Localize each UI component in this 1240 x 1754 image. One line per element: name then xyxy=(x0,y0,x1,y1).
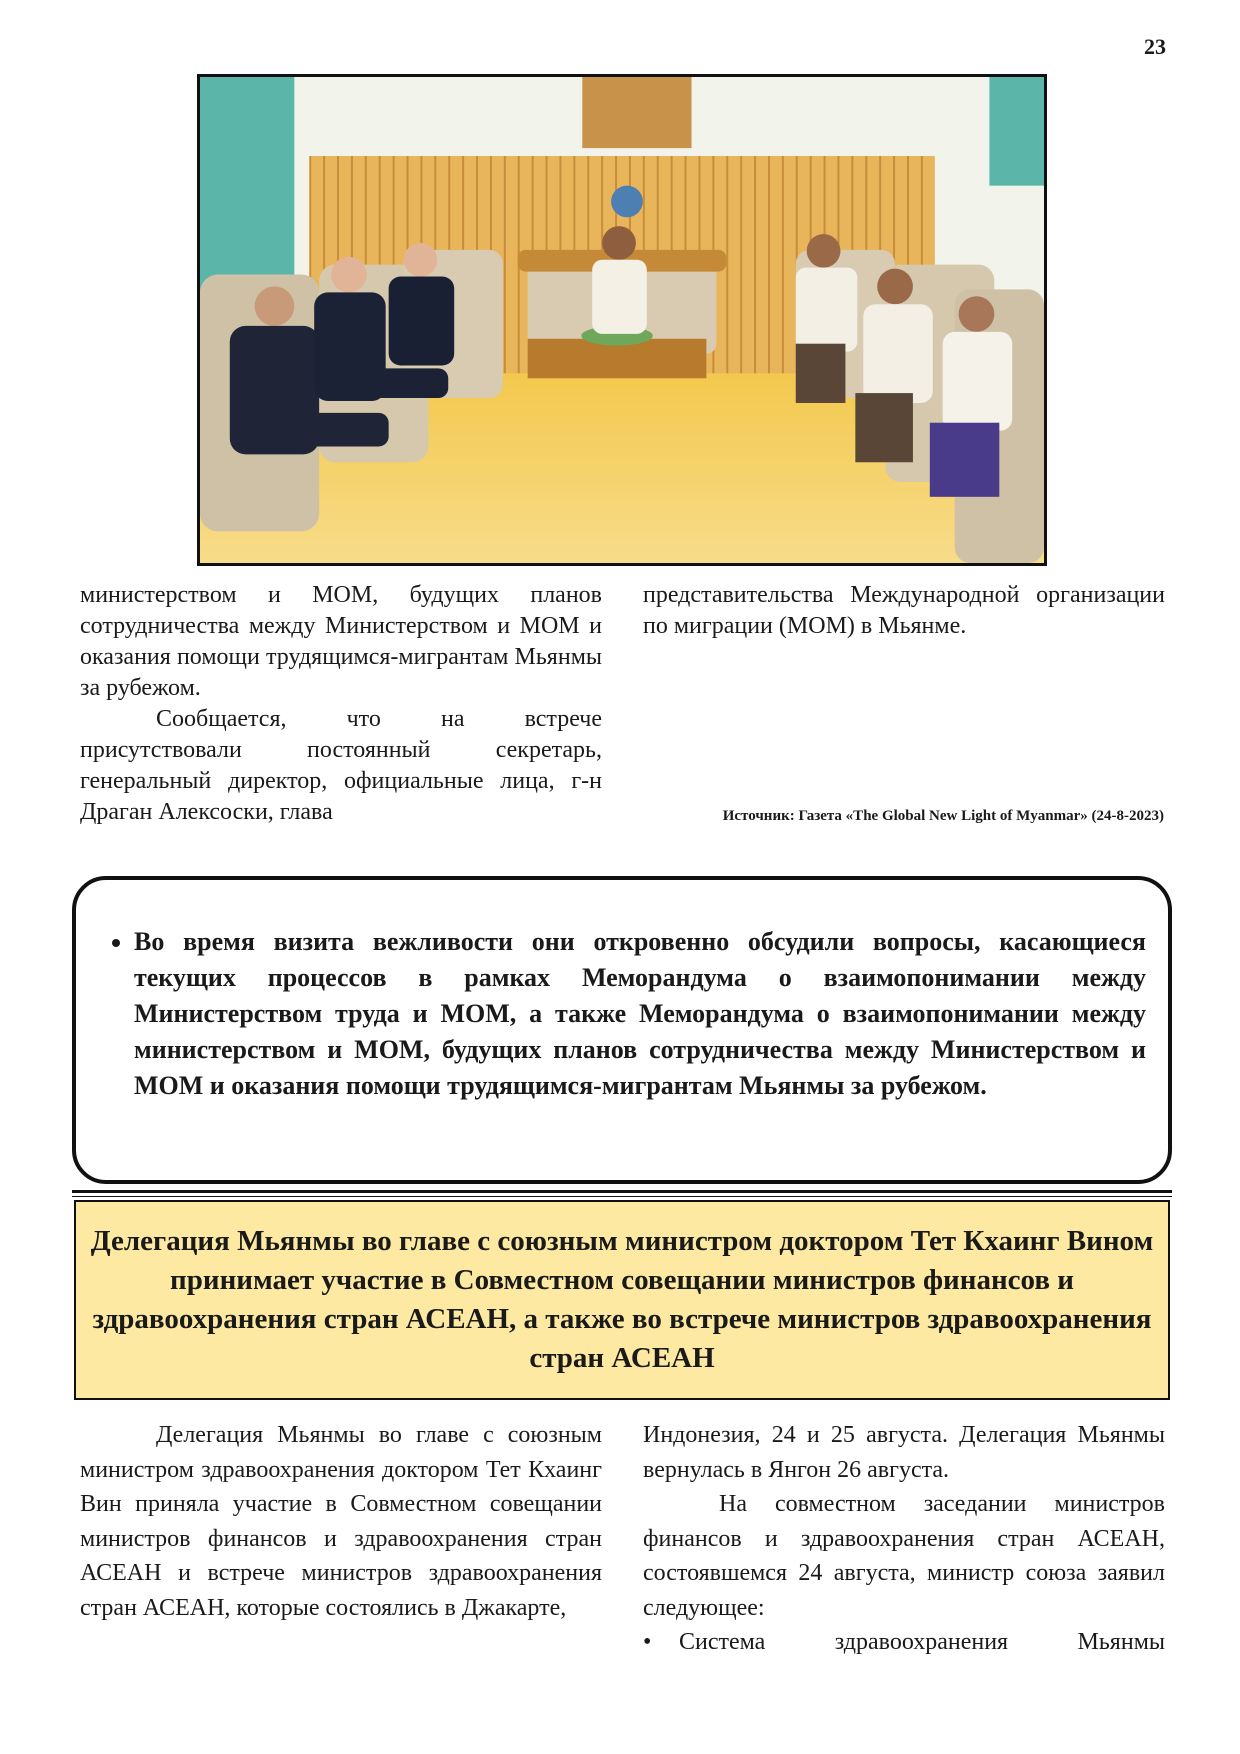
article1-column-left xyxy=(80,580,602,828)
section-divider-thin xyxy=(72,1196,1172,1197)
article2-column-right xyxy=(643,1418,1165,1660)
article1-paragraph-2: Сообщается, что на встрече присутствовали постоянный секретарь, генеральный директор, официальные лица, г-н Драган Алексоски, глава xyxy=(80,706,602,825)
source-citation: Источник: Газета «The Global New Light of Myanmar» (24-8-2023) xyxy=(722,808,1164,824)
article2-bullet xyxy=(643,1625,1165,1660)
summary-list xyxy=(76,924,1168,1104)
article1-paragraph-3: представительства Международной организации по миграции (МОМ) в Мьянме. xyxy=(643,582,1165,639)
article1-column-right xyxy=(643,580,1165,642)
meeting-photo-illustration xyxy=(200,77,1044,563)
article2-paragraph-3: На совместном заседании министров финансов и здравоохранения стран АСЕАН, состоявшемся 24 августа, министр союза заявил следующее: xyxy=(643,1491,1165,1621)
article2-headline-box xyxy=(74,1200,1170,1400)
meeting-photo xyxy=(197,74,1047,566)
article2-headline: Делегация Мьянмы во главе с союзным министром доктором Тет Кхаинг Вином принимает участие в Совместном совещании министров финансов и здравоохранения стран АСЕАН, а также во встрече министров здравоохранения стран АСЕАН xyxy=(90,1225,1154,1374)
page-number: 23 xyxy=(1144,34,1166,59)
summary-bullet: • Во время визита вежливости они откровенно обсудили вопросы, касающиеся текущих процессов в рамках Меморандума о взаимопонимании между Министерством труда и МОМ, а также Меморандума о взаимопонимании между министерством и МОМ, будущих планов сотрудничества между Министерством и МОМ и оказания помощи трудящимся-мигрантам Мьянмы за рубежом. xyxy=(134,924,1146,1104)
article2-column-left xyxy=(80,1418,602,1625)
bullet-dot-icon: • xyxy=(643,1629,652,1655)
article2-paragraph-2: Индонезия, 24 и 25 августа. Делегация Мьянмы вернулась в Янгон 26 августа. xyxy=(643,1422,1165,1483)
article2-bullet-text: Система здравоохранения Мьянмы xyxy=(679,1629,1165,1655)
article1-paragraph-1: министерством и МОМ, будущих планов сотрудничества между Министерством и МОМ и оказания помощи трудящимся-мигрантам Мьянмы за рубежом. xyxy=(80,582,602,701)
article2-paragraph-1: Делегация Мьянмы во главе с союзным министром здравоохранения доктором Тет Кхаинг Вин приняла участие в Совместном совещании министров финансов и здравоохранения стран АСЕАН и встрече министров здравоохранения стран АСЕАН, которые состоялись в Джакарте, xyxy=(80,1422,602,1621)
section-divider xyxy=(72,1190,1172,1193)
summary-box xyxy=(72,876,1172,1184)
